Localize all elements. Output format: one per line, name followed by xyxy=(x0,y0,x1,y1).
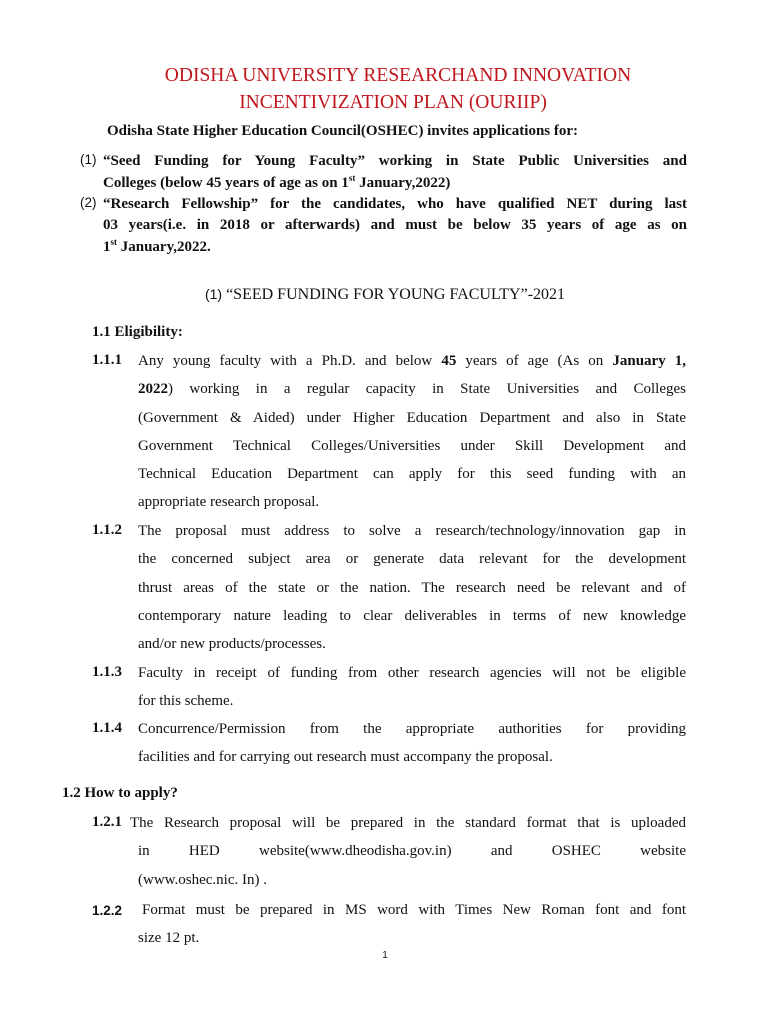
para-1-1-1-number: 1.1.1 xyxy=(92,352,122,368)
para-1-1-2: The proposal must address to solve a research/technology/innovation gap in the concerned subject area or generate data relevant for the development thrust areas of the state or the nation. The research need be relevant and of contemporary nature leading to clear deliverables in terms of new knowledge and/or new products/processes. xyxy=(138,523,686,653)
item-2-number: (2) xyxy=(80,195,97,210)
para-1-2-2: Format must be prepared in MS word with Times New Roman font and font size 12 pt. xyxy=(138,902,686,947)
para-1-2-1: The Research proposal will be prepared in the standard format that is uploaded in HED website(www.dheodisha.gov.in) and OSHEC website (www.oshec.nic. In) . xyxy=(130,815,686,888)
section-1-prefix: (1) xyxy=(204,286,223,302)
how-to-apply-heading: 1.2 How to apply? xyxy=(62,785,178,801)
section-1-title: “SEED FUNDING FOR YOUNG FACULTY”-2021 xyxy=(226,286,566,303)
item-1-number: (1) xyxy=(80,152,97,167)
item-2-line-1: “Research Fellowship” for the candidates, who have qualified NET during last xyxy=(103,196,687,212)
para-1-1-3: Faculty in receipt of funding from other research agencies will not be eligible for this scheme. xyxy=(138,665,686,710)
document-title-line-1: ODISHA UNIVERSITY RESEARCHAND INNOVATION xyxy=(164,65,632,86)
intro-text: Odisha State Higher Education Council(OSHEC) invites applications for: xyxy=(107,123,579,139)
item-2-line-3: 1st January,2022. xyxy=(103,237,211,255)
para-1-1-4-number: 1.1.4 xyxy=(92,720,122,736)
para-1-1-1: Any young faculty with a Ph.D. and below 45 years of age (As on January 1, 2022) working in a regular capacity in State Universities and Colleges (Government & Aided) under Higher Education Department and also in State Government Technical Colleges/Universities under Skill Development and Technical Education Department can apply for this seed funding with an appropriate research proposal. xyxy=(138,353,687,511)
para-1-1-2-number: 1.1.2 xyxy=(92,522,122,538)
section-1-heading xyxy=(0,286,770,304)
para-1-1-4: Concurrence/Permission from the appropriate authorities for providing facilities and for carrying out research must accompany the proposal. xyxy=(138,721,686,766)
item-2-line-2: 03 years(i.e. in 2018 or afterwards) and must be below 35 years of age as on xyxy=(103,217,687,233)
para-1-2-2-number: 1.2.2 xyxy=(92,903,123,918)
item-1-line-2: Colleges (below 45 years of age as on 1st January,2022) xyxy=(103,173,451,191)
document-title-line-2: INCENTIVIZATION PLAN (OURIIP) xyxy=(239,92,547,113)
para-1-1-3-number: 1.1.3 xyxy=(92,664,122,680)
para-1-2-1-number: 1.2.1 xyxy=(92,814,122,830)
eligibility-heading: 1.1 Eligibility: xyxy=(92,324,183,340)
page-number: 1 xyxy=(382,950,388,961)
item-1-line-1: “Seed Funding for Young Faculty” working in State Public Universities and xyxy=(103,153,687,169)
